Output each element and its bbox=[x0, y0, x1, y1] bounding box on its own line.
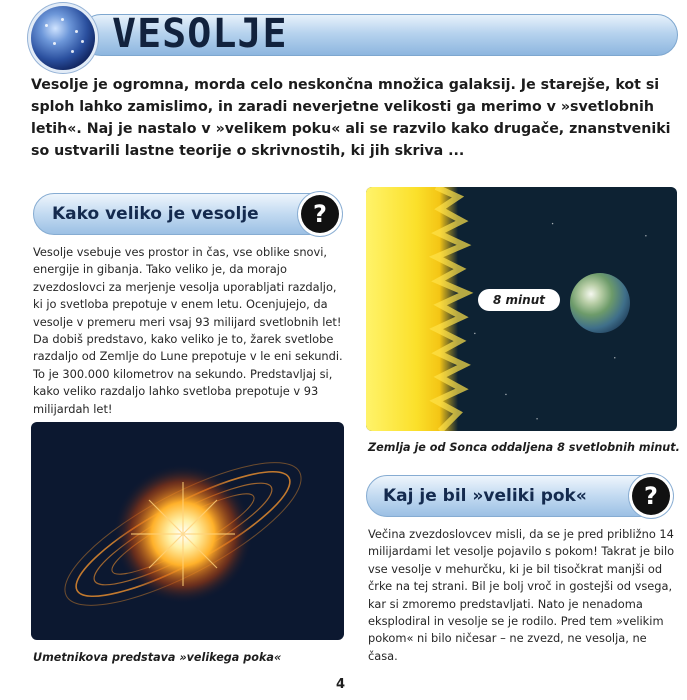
section-size-body: Vesolje vsebuje ves prostor in čas, vse oblike snovi, energije in gibanja. Tako veliko je, da morajo zvezdoslovci za merjenje vesolja uporabljati razdaljo, ki jo svetloba prepotuje v enem letu. Ocenjujejo, da vesolje v premeru meri vsaj 93 milijard svetlobnih let! Da dobiš predstavo, kako veliko je to, žarek svetlobe razdaljo od Zemlje do Lune prepotuje v le eni sekundi. To je 300.000 kilometrov na sekundo. Predstavljaj si, kako veliko razdaljo lahko svetloba prepotuje v 93 milijardah let! bbox=[33, 245, 343, 416]
intro-paragraph: Vesolje je ogromna, morda celo neskončna množica galaksij. Je starejše, kot si sploh lahko zamislimo, in zaradi neverjetne velikosti ga merimo v »svetlobnih letih«. Naj je nastalo v »velikem poku« ali se razvilo kako drugače, znanstveniki so ustvarili lastne teorije o skrivnostih, ki jih skriva ... bbox=[31, 77, 671, 159]
big-bang-caption: Umetnikova predstava »velikega poka« bbox=[33, 651, 282, 664]
globe-icon bbox=[31, 6, 95, 70]
earth-image bbox=[570, 273, 630, 333]
page-title: VESOLJE bbox=[112, 11, 288, 57]
question-icon: ? bbox=[632, 477, 670, 515]
big-bang-illustration bbox=[31, 422, 344, 640]
section-bang-title: Kaj je bil »veliki pok« bbox=[383, 486, 587, 506]
sun-earth-image bbox=[366, 187, 677, 431]
question-icon: ? bbox=[301, 195, 339, 233]
section-size-title: Kako veliko je vesolje bbox=[52, 204, 259, 224]
section-bang-body: Večina zvezdoslovcev misli, da se je pred približno 14 milijardami let vesolje pojavilo s pokom! Takrat je bilo vse vesolje v mehurčku, ki je bil tisočkrat manjši od črke na tej strani. Bil je bolj vroč in gostejši od vsega, kar si zmoremo predstavljati. Nato je nenadoma eksplodiral in vesolje se je rodilo. Pred tem »velikim pokom« ni bilo ničesar – ne zvezd, ne vesolja, ne časa. bbox=[368, 527, 675, 663]
big-bang-image bbox=[31, 422, 344, 640]
distance-label: 8 minut bbox=[478, 289, 560, 311]
space-image-caption: Zemlja je od Sonca oddaljena 8 svetlobnih minut. bbox=[368, 441, 680, 454]
page-number: 4 bbox=[336, 677, 346, 692]
